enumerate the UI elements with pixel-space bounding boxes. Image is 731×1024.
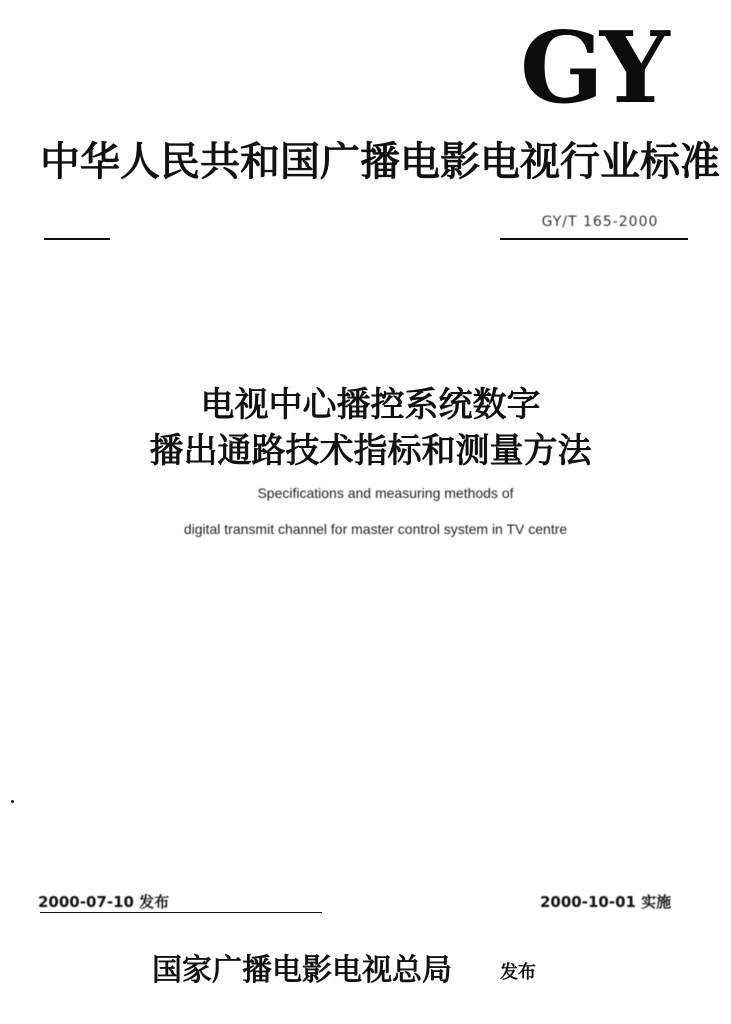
scan-speck: [11, 800, 14, 803]
header-rule-right: [500, 238, 688, 240]
document-title-line-1: 电视中心播控系统数字: [200, 385, 541, 425]
industry-standard-title: 中华人民共和国广播电影电视行业标准: [40, 139, 720, 185]
english-title-line-1: Specifications and measuring methods of: [257, 485, 514, 501]
implementation-date: 2000-10-01 实施: [540, 893, 672, 911]
footer-rule: [40, 912, 322, 913]
document-title-line-2: 播出通路技术指标和测量方法: [149, 431, 592, 471]
gy-logo: GY: [520, 11, 666, 126]
header-rule-left: [44, 238, 110, 240]
publisher-name: 国家广播电影电视总局: [152, 953, 452, 988]
publish-label: 发布: [500, 962, 536, 983]
standard-number: GY/T 165-2000: [541, 214, 659, 230]
english-title-line-2: digital transmit channel for master control system in TV centre: [183, 521, 568, 537]
issue-date: 2000-07-10 发布: [38, 893, 170, 911]
